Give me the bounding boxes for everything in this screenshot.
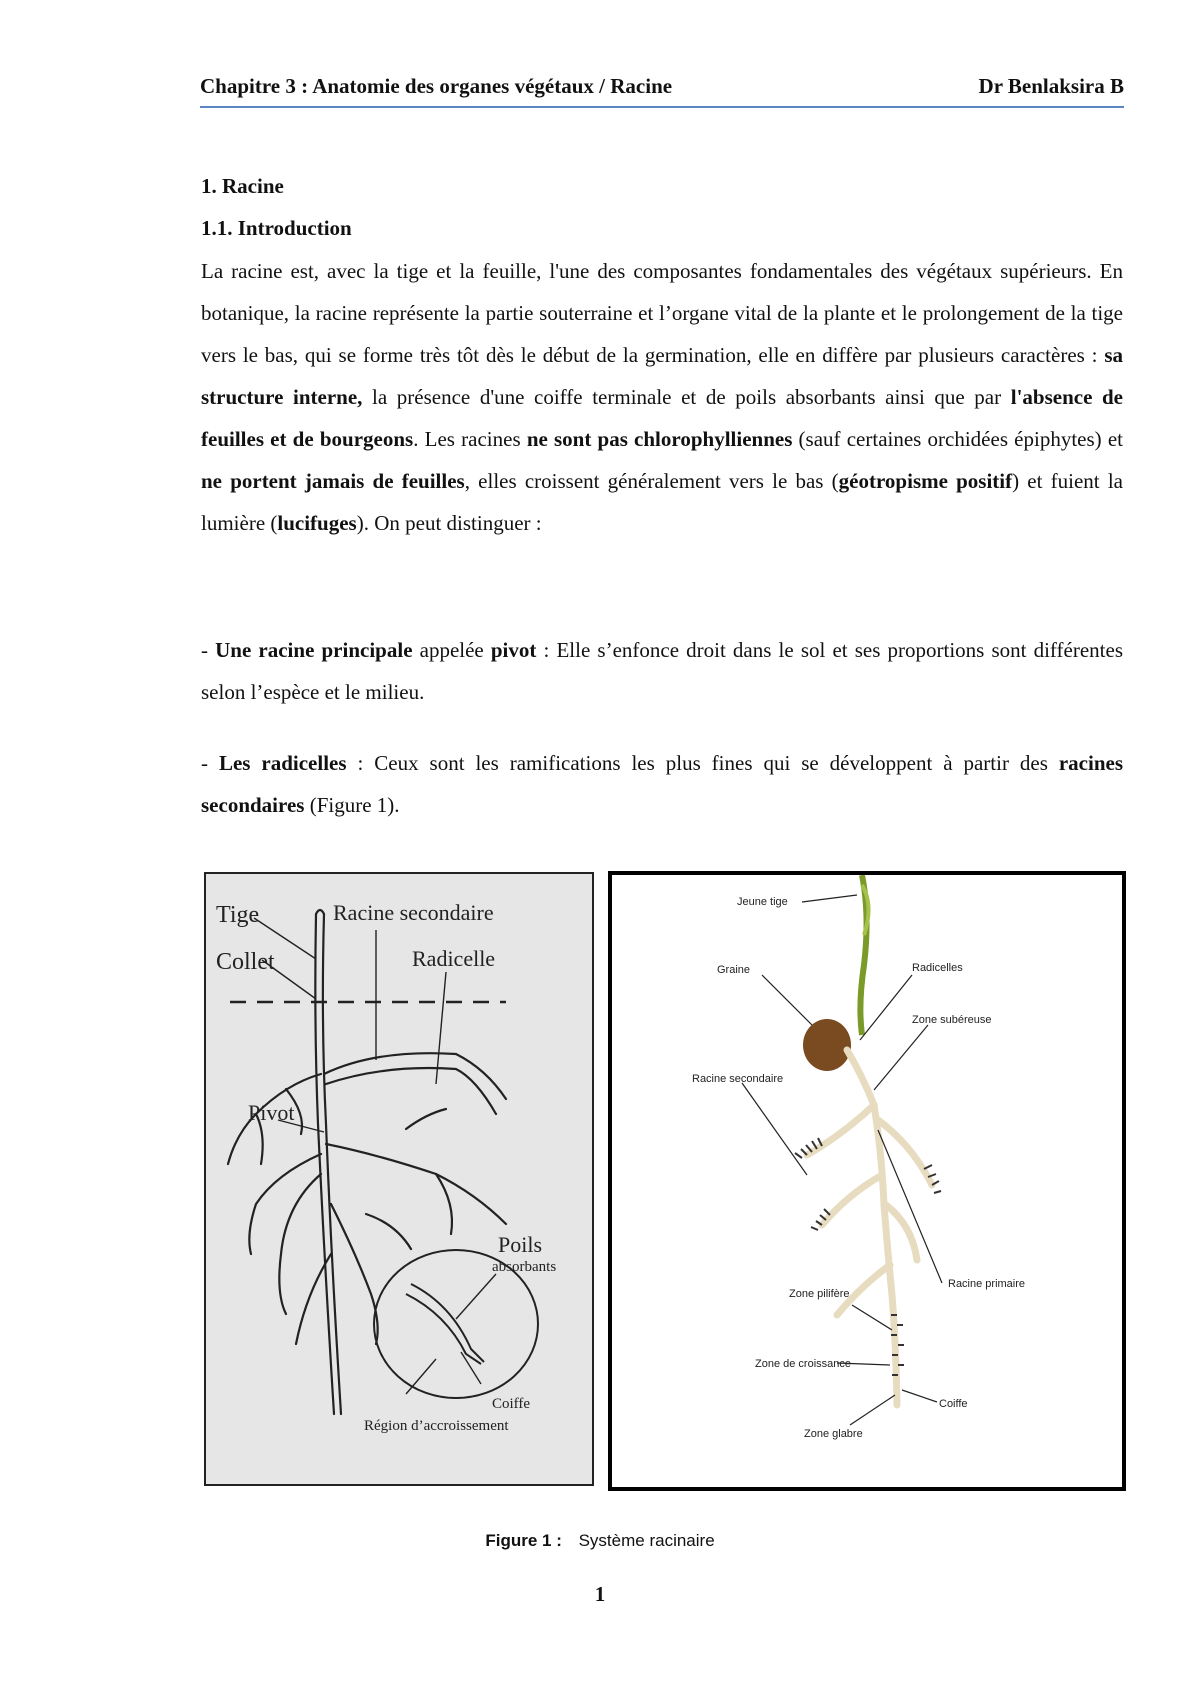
radicelles-text: (Figure 1). <box>304 793 400 817</box>
secondary-root-line <box>326 1068 496 1114</box>
label-region-accroissement: Région d’accroissement <box>364 1418 509 1434</box>
intro-text: ). On peut distinguer : <box>356 511 542 535</box>
intro-bold: lucifuges <box>277 511 357 535</box>
intro-text: La racine est, avec la tige et la feuille, l'une des composantes fondamentales des végétaux supérieurs. En botanique, la racine représente la partie souterraine et l’organe vital de la plante et le prolongement de la tige vers le bas, qui se forme très tôt dès le début de la germination, elle en diffère par plusieurs caractères : <box>201 259 1123 367</box>
radicelles-bold: Les radicelles <box>218 751 347 775</box>
root-system-diagram <box>204 872 594 1486</box>
label-zone-glabre: Zone glabre <box>804 1428 863 1440</box>
figure-left-labels <box>216 900 556 1434</box>
taproot-line <box>323 914 341 1414</box>
magnified-rootlet <box>411 1284 484 1362</box>
radicelles-paragraph <box>201 742 1123 826</box>
radicelles-bold: racines secondaires <box>201 751 1123 817</box>
subsection-heading: 1.1. Introduction <box>201 216 352 240</box>
rootlet-line <box>436 1174 452 1234</box>
intro-text: . Les racines <box>413 427 527 451</box>
pivot-text: - <box>201 638 216 662</box>
secondary-root-line <box>331 1204 378 1344</box>
rootlet-line <box>366 1214 411 1249</box>
root-system-drawing <box>206 874 592 1484</box>
page-number: 1 <box>594 1582 606 1606</box>
secondary-root-line <box>279 1174 321 1314</box>
right-leader-lines <box>742 895 942 1425</box>
caption-label: Figure 1 : <box>485 1531 562 1550</box>
label-absorbants: absorbants <box>492 1259 557 1275</box>
label-radicelle: Radicelle <box>412 946 496 971</box>
label-collet: Collet <box>216 949 275 975</box>
figure-right-labels <box>692 896 1025 1440</box>
label-pivot: Pivot <box>248 1100 295 1125</box>
intro-bold: géotropisme positif <box>838 469 1013 493</box>
intro-text: ) et fuient la lumière ( <box>201 469 1123 535</box>
caption-text: Système racinaire <box>578 1531 715 1550</box>
intro-text: , elles croissent généralement vers le bas ( <box>464 469 839 493</box>
intro-text: la présence d'une coiffe terminale et de poils absorbants ainsi que par <box>362 385 1011 409</box>
secondary-root-line <box>249 1154 321 1254</box>
section-heading: 1. Racine <box>201 174 284 198</box>
secondary-root-shape <box>822 1175 882 1225</box>
intro-bold: sa structure interne, <box>201 343 1123 409</box>
pivot-text: appelée <box>412 638 491 662</box>
pivot-paragraph <box>201 629 1123 713</box>
label-racine-primaire: Racine primaire <box>948 1278 1026 1290</box>
intro-bold: l'absence de feuilles et de bourgeons <box>201 385 1123 451</box>
label-radicelles: Radicelles <box>912 962 963 974</box>
rootlet-line <box>406 1109 446 1129</box>
pivot-bold: Une racine principale <box>215 638 413 662</box>
seedling-drawing <box>612 875 1122 1487</box>
label-racine-secondaire: Racine secondaire <box>692 1073 784 1085</box>
intro-paragraph <box>201 250 1123 544</box>
header-author: Dr Benlaksira B <box>978 74 1124 98</box>
secondary-root-line <box>326 1144 506 1224</box>
label-coiffe: Coiffe <box>492 1396 531 1412</box>
pivot-text: : Elle s’enfonce droit dans le sol et ses proportions sont différentes selon l’espèce et le milieu. <box>201 638 1123 704</box>
label-poils: Poils <box>498 1232 543 1257</box>
header-title: Chapitre 3 : Anatomie des organes végétaux / Racine <box>200 74 673 98</box>
label-graine: Graine <box>717 964 751 976</box>
label-zone-pilifere: Zone pilifère <box>789 1288 850 1300</box>
label-racine-secondaire: Racine secondaire <box>333 900 494 925</box>
radicelles-text: - <box>201 751 219 775</box>
label-tige: Tige <box>216 902 260 928</box>
label-zone-subereuse: Zone subéreuse <box>912 1014 992 1026</box>
label-jeune-tige: Jeune tige <box>737 896 788 908</box>
seedling-diagram <box>608 871 1126 1491</box>
intro-text: (sauf certaines orchidées épiphytes) et <box>792 427 1123 451</box>
seed-shape <box>803 1019 851 1071</box>
taproot-line <box>315 914 334 1414</box>
label-coiffe: Coiffe <box>939 1398 968 1410</box>
radicelles-text: : Ceux sont les ramifications les plus fines qui se développent à partir des <box>346 751 1059 775</box>
root-shapes <box>807 1050 932 1405</box>
page-header <box>200 70 1124 108</box>
label-zone-croissance: Zone de croissance <box>755 1358 851 1370</box>
secondary-root-shape <box>878 1120 932 1185</box>
intro-bold: ne portent jamais de feuilles <box>201 469 465 493</box>
stem-tip <box>316 910 324 914</box>
pivot-bold: pivot <box>490 638 537 662</box>
intro-bold: ne sont pas chlorophylliennes <box>526 427 793 451</box>
root-lines <box>228 910 506 1414</box>
figure-caption <box>0 1531 1200 1551</box>
